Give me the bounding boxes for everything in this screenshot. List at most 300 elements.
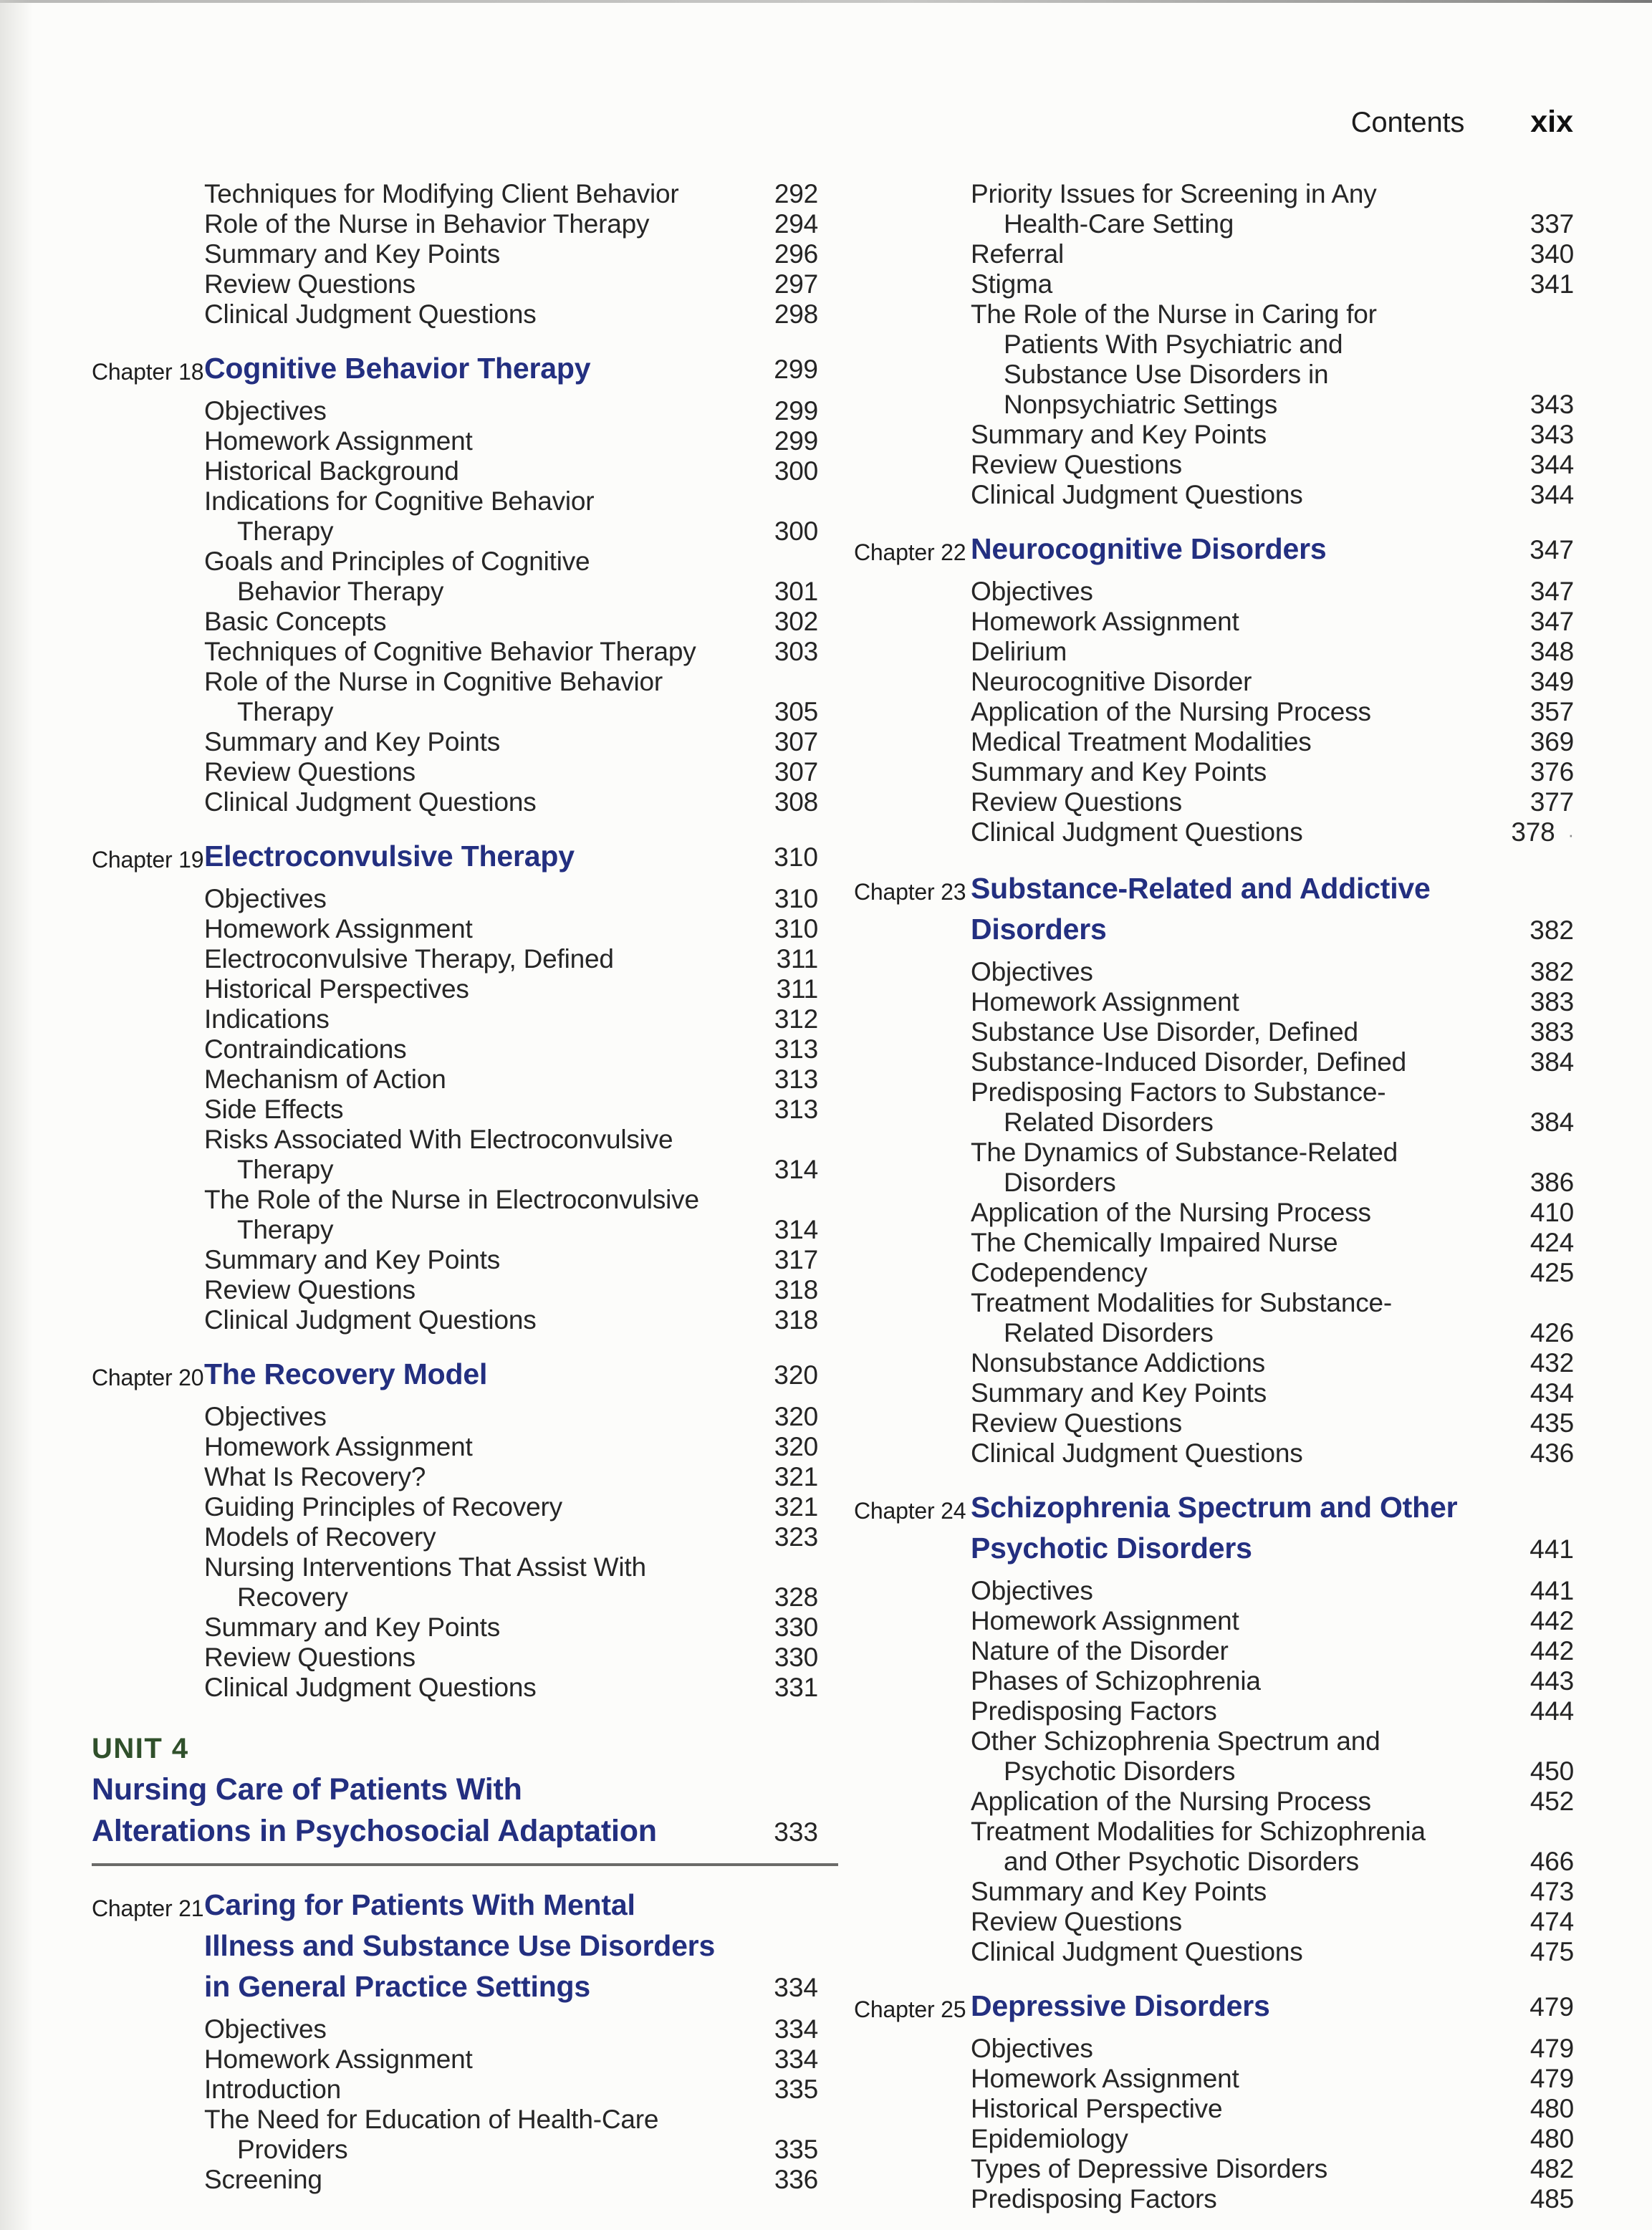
chapter-title-block [204,348,818,390]
toc-entry-line [854,577,1574,607]
entry-text: Objectives [971,1576,1093,1605]
entry-page-number: 310 [774,884,818,913]
entry-page-number: 320 [774,1402,818,1431]
toc-entry-line [854,957,1574,987]
chapter-title-line [971,909,1574,951]
entry-text: The Chemically Impaired Nurse [971,1228,1338,1257]
chapter-title-line [971,1528,1574,1570]
entry-text: Summary and Key Points [971,1378,1267,1408]
entry-text: Predisposing Factors [971,1696,1217,1726]
entry-page-number: 305 [774,697,818,726]
toc-entry-line [92,1305,818,1335]
toc-entry-line [854,269,1574,299]
chapter-heading [854,1986,1574,2027]
entry-text: Epidemiology [971,2124,1128,2153]
entry-text: Medical Treatment Modalities [971,727,1312,756]
toc-entry-line [92,727,818,757]
toc-entry-line [854,2064,1574,2094]
entry-page-number: 369 [1529,727,1574,756]
toc-entry-line [854,1576,1574,1606]
entry-text: Review Questions [204,757,416,787]
entry-page-number: 343 [1529,420,1574,449]
entry-page-number: 443 [1529,1666,1574,1696]
entry-page-number: 314 [774,1155,818,1184]
entry-page-number: 311 [776,944,818,974]
toc-entry-line [92,1582,818,1613]
chapter-title-block [204,836,818,878]
entry-text: Goals and Principles of Cognitive [204,547,590,576]
chapter-heading [854,1487,1574,1570]
entry-page-number: 376 [1529,757,1574,787]
toc-entry-line [92,299,818,330]
entry-page-number: 307 [774,727,818,756]
chapter-title: Electroconvulsive Therapy [204,840,575,873]
entry-text: Clinical Judgment Questions [204,787,537,817]
toc-entry-line [854,1168,1574,1198]
entry-page-number: 347 [1529,607,1574,636]
unit-title-line [92,1810,818,1853]
entry-text: Predisposing Factors [971,2184,1217,2214]
entry-page-number: 297 [774,269,818,299]
toc-entry-line [854,2124,1574,2154]
chapter-title-block [971,529,1574,570]
entry-text: Review Questions [204,269,416,299]
entry-page-number: 450 [1529,1756,1574,1786]
entry-text: Objectives [971,2034,1093,2063]
entry-page-number: 426 [1529,1318,1574,1347]
toc-entry-line [92,1522,818,1552]
entry-text: Clinical Judgment Questions [204,1305,537,1335]
chapter-number-label: Chapter 23 [854,879,966,905]
chapter-title: Caring for Patients With Mental [204,1888,635,1921]
entry-text: Therapy [237,1155,334,1184]
entry-text: Types of Depressive Disorders [971,2154,1327,2183]
toc-entry-line [92,1643,818,1673]
entry-page-number: 384 [1529,1107,1574,1137]
entry-text: Recovery [237,1582,348,1612]
entry-text: Techniques of Cognitive Behavior Therapy [204,637,696,666]
entry-page-number: 300 [774,456,818,486]
entry-page-number: 318 [774,1305,818,1335]
entry-text: The Need for Education of Health-Care [204,2105,659,2134]
toc-entry-line [92,426,818,456]
toc-entry-line [854,2184,1574,2214]
entry-text: Summary and Key Points [204,727,501,756]
chapter-page-number: 479 [1529,1992,1574,2022]
toc-entry-line [854,1408,1574,1438]
entry-page-number: 299 [774,396,818,426]
toc-entry-line [92,787,818,817]
toc-entry-line [854,667,1574,697]
entry-page-number: 302 [774,607,818,636]
toc-entry-line [854,1438,1574,1469]
entry-text: What Is Recovery? [204,1462,426,1491]
unit-heading [92,1729,818,1866]
entry-text: Side Effects [204,1095,344,1124]
entry-text: Indications for Cognitive Behavior [204,486,595,516]
entry-page-number: 321 [774,1462,818,1491]
unit-title-line [92,1769,818,1810]
chapter-title-block [971,868,1574,951]
entry-page-number: 299 [774,426,818,456]
entry-page-number: 344 [1529,450,1574,479]
entry-page-number: 312 [774,1004,818,1034]
toc-entry-line [92,1185,818,1215]
entry-page-number: 383 [1529,1017,1574,1047]
entry-text: Historical Perspective [971,2094,1223,2123]
entry-page-number: 377 [1529,787,1574,817]
entry-text: Behavior Therapy [237,577,444,606]
entry-text: Summary and Key Points [971,420,1267,449]
entry-text: Clinical Judgment Questions [971,817,1303,847]
entry-text: Historical Perspectives [204,974,469,1004]
entry-page-number: 298 [774,299,818,329]
toc-entry-line [854,330,1574,360]
toc-entry-line [92,1034,818,1064]
toc-entry-line [854,1017,1574,1047]
entry-page-number: 320 [774,1432,818,1461]
entry-page-number: 386 [1529,1168,1574,1197]
entry-text: Related Disorders [1004,1318,1214,1347]
toc-entry-line [92,1125,818,1155]
chapter-heading [92,836,818,878]
chapter-page-number: 441 [1529,1534,1574,1564]
toc-entry-line [854,817,1574,850]
chapter-title: Disorders [971,913,1107,946]
chapter-number-label: Chapter 21 [92,1895,204,1921]
entry-text: Homework Assignment [971,987,1239,1017]
entry-text: Models of Recovery [204,1522,436,1552]
toc-entry-line [854,1288,1574,1318]
entry-page-number: 344 [1529,480,1574,509]
entry-text: Historical Background [204,456,459,486]
toc-entry-line [854,299,1574,330]
toc-entry-line [92,1432,818,1462]
entry-text: Review Questions [204,1643,416,1672]
toc-entry-line [854,2154,1574,2184]
toc-entry-line [854,360,1574,390]
entry-text: Application of the Nursing Process [971,1198,1371,1227]
entry-page-number: 337 [1529,209,1574,239]
chapter-page-number: 334 [774,1973,818,2002]
toc-entry-line [854,1107,1574,1138]
toc-entry-line [92,2014,818,2044]
toc-entry-line [92,1402,818,1432]
toc-entry-line [854,239,1574,269]
toc-entry-line [92,1613,818,1643]
toc-entry-line [854,209,1574,239]
toc-entry-line [92,516,818,547]
entry-text: Delirium [971,637,1067,666]
chapter-heading [854,529,1574,570]
entry-text: Review Questions [971,450,1182,479]
chapter-title-line [204,1885,818,1926]
chapter-title: Neurocognitive Disorders [971,532,1327,565]
entry-text: Phases of Schizophrenia [971,1666,1261,1696]
entry-text: Summary and Key Points [204,239,501,269]
toc-entry-line [854,1817,1574,1847]
chapter-title-block [971,1986,1574,2027]
toc-entry-line [854,420,1574,450]
unit-divider-rule [92,1863,838,1866]
entry-page-number: 444 [1529,1696,1574,1726]
entry-page-number: 330 [774,1613,818,1642]
toc-entry-line [854,1877,1574,1907]
entry-text: Disorders [1004,1168,1116,1197]
entry-page-number: 301 [774,577,818,606]
entry-text: Screening [204,2165,322,2194]
toc-entry-line [92,2135,818,2165]
toc-entry-line [92,1004,818,1034]
chapter-number-label: Chapter 19 [92,847,204,873]
toc-entry-line [92,396,818,426]
entry-page-number: 310 [774,914,818,943]
entry-page-number: 480 [1529,2124,1574,2153]
entry-text: Other Schizophrenia Spectrum and [971,1726,1380,1756]
toc-entry-line [854,1258,1574,1288]
unit-title: Alterations in Psychosocial Adaptation [92,1814,657,1848]
toc-entry-line [854,1348,1574,1378]
entry-page-number: 308 [774,787,818,817]
toc-entry-line [92,239,818,269]
entry-page-number: 349 [1529,667,1574,696]
entry-page-number: 382 [1529,957,1574,986]
entry-page-number: 311 [776,974,818,1004]
entry-text: The Role of the Nurse in Electroconvulsive [204,1185,699,1214]
entry-page-number: 330 [774,1643,818,1672]
toc-entry-line [92,179,818,209]
entry-text: Clinical Judgment Questions [204,1673,537,1702]
toc-entry-line [92,1095,818,1125]
chapter-title: in General Practice Settings [204,1970,590,2003]
toc-entry-line [854,987,1574,1017]
entry-text: Objectives [971,957,1093,986]
toc-entry-line [854,480,1574,510]
toc-entry-line [92,486,818,516]
toc-entry-line [92,884,818,914]
chapter-title: The Recovery Model [204,1357,488,1390]
entry-page-number: 435 [1529,1408,1574,1438]
entry-page-number: 384 [1529,1047,1574,1077]
chapter-title-line [204,1966,818,2008]
entry-text: Summary and Key Points [971,757,1267,787]
chapter-title: Psychotic Disorders [971,1532,1252,1565]
entry-text: Health-Care Setting [1004,209,1234,239]
unit-number-label: UNIT 4 [92,1733,189,1764]
toc-entry-line [92,697,818,727]
chapter-page-number: 320 [774,1360,818,1390]
chapter-page-number: 347 [1529,535,1574,564]
toc-entry-line [92,269,818,299]
entry-page-number: 410 [1529,1198,1574,1227]
entry-text: Objectives [204,884,327,913]
entry-text: Objectives [204,1402,327,1431]
entry-page-number: 479 [1529,2064,1574,2093]
toc-entry-line [854,1696,1574,1726]
entry-text: Summary and Key Points [971,1877,1267,1906]
toc-entry-line [92,944,818,974]
entry-text: Stigma [971,269,1052,299]
toc-entry-line [92,209,818,239]
entry-page-number: 294 [774,209,818,239]
entry-text: Substance-Induced Disorder, Defined [971,1047,1406,1077]
toc-entry-line [854,1138,1574,1168]
entry-page-number: 479 [1529,2034,1574,2063]
chapter-page-number: 310 [774,842,818,872]
toc-entry-line [854,2034,1574,2064]
entry-text: Review Questions [971,1907,1182,1936]
toc-entry-line [92,974,818,1004]
toc-entry-line [854,757,1574,787]
entry-page-number: 485 [1529,2184,1574,2214]
toc-entry-line [854,1937,1574,1967]
entry-text: Homework Assignment [204,1432,473,1461]
entry-text: Providers [237,2135,348,2164]
entry-text: Homework Assignment [971,1606,1239,1635]
entry-page-number: 331 [774,1673,818,1702]
entry-text: Contraindications [204,1034,407,1064]
chapter-title-block [204,1354,818,1395]
entry-page-number: 348 [1529,637,1574,666]
entry-text: Therapy [237,697,334,726]
toc-entry-line [92,1462,818,1492]
toc-entry-line [92,1275,818,1305]
entry-text: Risks Associated With Electroconvulsive [204,1125,673,1154]
chapter-title-block [971,1487,1574,1570]
entry-page-number: 340 [1529,239,1574,269]
entry-text: Review Questions [971,787,1182,817]
entry-text: Treatment Modalities for Schizophrenia [971,1817,1426,1846]
toc-entry-line [854,637,1574,667]
entry-page-number: 334 [774,2014,818,2044]
entry-text: Basic Concepts [204,607,387,636]
entry-text: and Other Psychotic Disorders [1004,1847,1359,1876]
entry-page-number: 378 [1511,817,1555,847]
entry-page-number: 335 [774,2075,818,2104]
toc-entry-line [854,727,1574,757]
entry-page-number: 335 [774,2135,818,2164]
entry-text: Review Questions [204,1275,416,1304]
toc-entry-line [92,2075,818,2105]
entry-text: Techniques for Modifying Client Behavior [204,179,679,208]
toc-entry-line [854,1228,1574,1258]
toc-entry-line [92,1215,818,1245]
toc-entry-line [92,547,818,577]
entry-text: Review Questions [971,1408,1182,1438]
chapter-title-line [204,836,818,878]
toc-entry-line [92,456,818,486]
entry-page-number: 434 [1529,1378,1574,1408]
entry-page-number: 292 [774,179,818,208]
toc-entry-line [854,607,1574,637]
entry-text: Clinical Judgment Questions [971,1937,1303,1966]
entry-page-number: 442 [1529,1636,1574,1666]
chapter-number-label: Chapter 20 [92,1365,204,1390]
chapter-number-label: Chapter 24 [854,1498,966,1524]
entry-text: Nonsubstance Addictions [971,1348,1265,1378]
chapter-title: Depressive Disorders [971,1989,1270,2022]
scan-left-shade [0,0,33,2230]
entry-text: Substance Use Disorder, Defined [971,1017,1358,1047]
entry-text: Introduction [204,2075,341,2104]
toc-entry-line [92,1064,818,1095]
entry-text: Application of the Nursing Process [971,697,1371,726]
entry-page-number: 432 [1529,1348,1574,1378]
chapter-heading [92,1354,818,1395]
toc-entry-line [854,1047,1574,1077]
entry-text: Mechanism of Action [204,1064,446,1094]
unit-title: Nursing Care of Patients With [92,1772,522,1807]
entry-page-number: 334 [774,2044,818,2074]
toc-entry-line [92,1155,818,1185]
chapter-title: Substance-Related and Addictive [971,872,1431,905]
entry-page-number: 313 [774,1034,818,1064]
toc-entry-line [854,2094,1574,2124]
chapter-page-number: 299 [774,355,818,384]
scan-top-edge [0,0,1652,3]
toc-entry-line [92,1673,818,1703]
chapter-title-line [971,1487,1574,1528]
entry-text: Clinical Judgment Questions [204,299,537,329]
entry-text: Nonpsychiatric Settings [1004,390,1278,419]
entry-page-number: 441 [1529,1576,1574,1605]
entry-text: Neurocognitive Disorder [971,667,1252,696]
entry-text: Clinical Judgment Questions [971,480,1303,509]
toc-entry-line [92,577,818,607]
entry-page-number: 313 [774,1064,818,1094]
chapter-title-line [204,1926,818,1966]
entry-text: Therapy [237,516,334,546]
chapter-title: Cognitive Behavior Therapy [204,352,591,385]
entry-page-number: 318 [774,1275,818,1304]
toc-entry-line [92,637,818,667]
toc-entry-line [92,2165,818,2195]
entry-text: The Dynamics of Substance-Related [971,1138,1398,1167]
entry-text: Homework Assignment [971,2064,1239,2093]
toc-entry-line [854,1907,1574,1937]
entry-text: Priority Issues for Screening in Any [971,179,1377,208]
entry-page-number: 425 [1529,1258,1574,1287]
running-header-title: Contents [1350,107,1465,138]
entry-page-number: 296 [774,239,818,269]
entry-text: Homework Assignment [204,2044,473,2074]
toc-column-left [92,179,818,2195]
toc-entry-line [854,1666,1574,1696]
entry-text: Related Disorders [1004,1107,1214,1137]
toc-entry-line [92,607,818,637]
entry-text: Role of the Nurse in Behavior Therapy [204,209,650,239]
toc-entry-line [92,667,818,697]
toc-entry-line [854,1198,1574,1228]
entry-page-number: 436 [1529,1438,1574,1468]
entry-page-number: 442 [1529,1606,1574,1635]
entry-text: Psychotic Disorders [1004,1756,1236,1786]
entry-text: Predisposing Factors to Substance- [971,1077,1386,1107]
chapter-heading [854,868,1574,951]
entry-page-number: 347 [1529,577,1574,606]
entry-page-number: 474 [1529,1907,1574,1936]
toc-entry-line [854,1318,1574,1348]
toc-entry-line [854,1606,1574,1636]
toc-entry-line [854,1787,1574,1817]
toc-entry-line [854,450,1574,480]
entry-text: Clinical Judgment Questions [971,1438,1303,1468]
page-folio: xix [1530,105,1573,139]
entry-text: Indications [204,1004,330,1034]
stray-ink-mark: · [1567,824,1574,845]
toc-entry-line [854,1847,1574,1877]
toc-entry-line [854,697,1574,727]
